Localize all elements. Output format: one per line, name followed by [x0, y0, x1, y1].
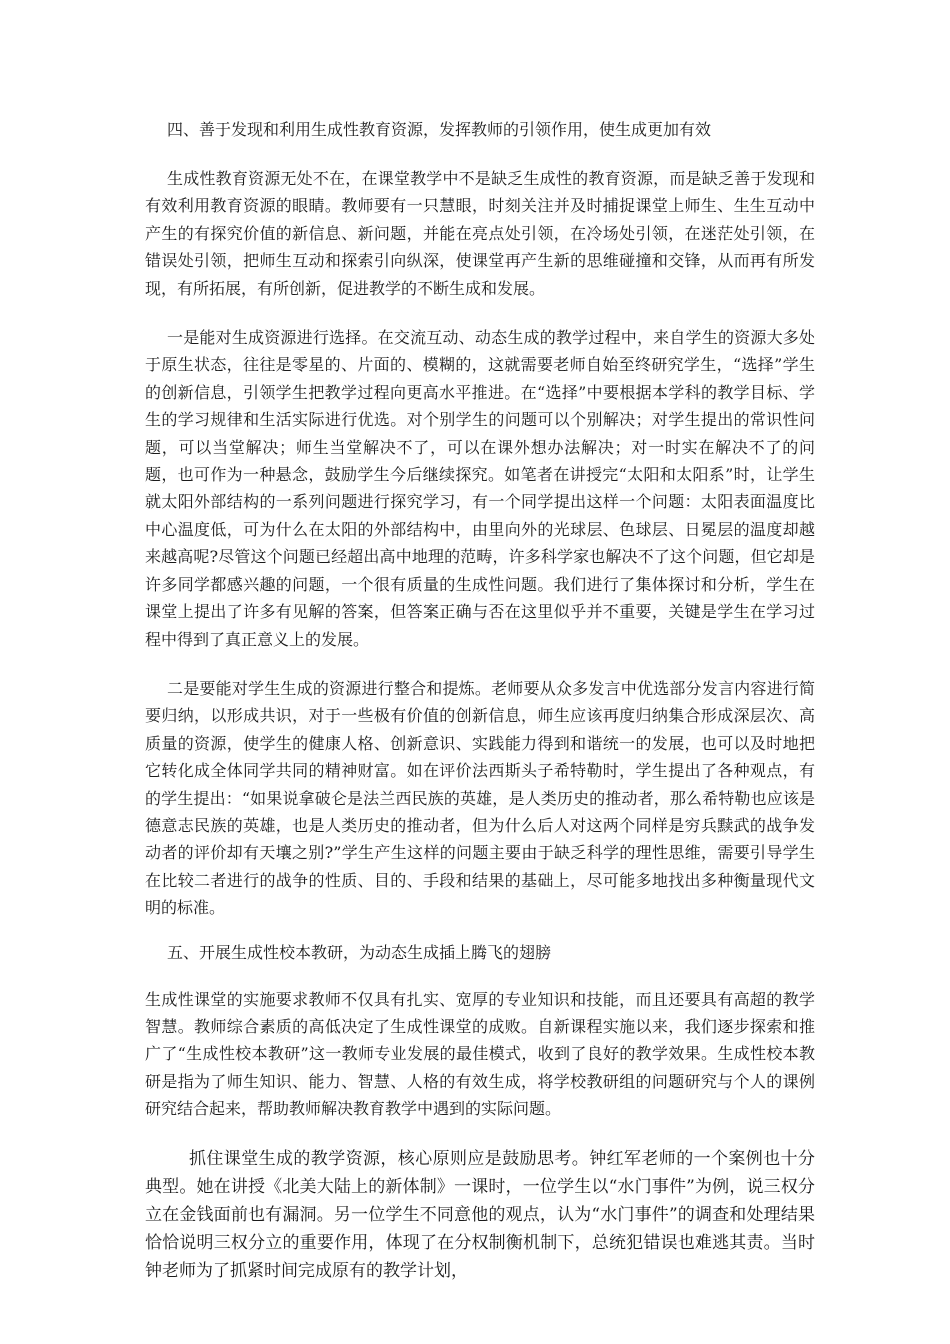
paragraph-case-study: 抓住课堂生成的教学资源，核心原则应是鼓励思考。钟红军老师的一个案例也十分典型。她在讲授《北美大陆上的新体制》一课时，一位学生以“水门事件”为例，说三权分立在金钱面前也有漏洞。另一位学生不同意他的观点，认为“水门事件”的调查和处理结果恰恰说明三权分立的重要作用，体现了在分权制衡机制下，总统犯错误也难逃其责。当时钟老师为了抓紧时间完成原有的教学计划，: [145, 1148, 815, 1281]
section-heading-5: 五、开展生成性校本教研，为动态生成插上腾飞的翅膀: [167, 942, 552, 962]
paragraph-select-resources: 一是能对生成资源进行选择。在交流互动、动态生成的教学过程中，来自学生的资源大多处于原生状态，往往是零星的、片面的、模糊的，这就需要老师自始至终研究学生，“选择”学生的创新信息，引领学生把教学过程向更高水平推进。在“选择”中要根据本学科的教学目标、学生的学习规律和生活实际进行优选。对个别学生的问题可以个别解决；对学生提出的常识性问题，可以当堂解决；师生当堂解决不了，可以在课外想办法解决；对一时实在解决不了的问题，也可作为一种悬念，鼓励学生今后继续探究。如笔者在讲授完“太阳和太阳系”时，让学生就太阳外部结构的一系列问题进行探究学习，有一个同学提出这样一个问题：太阳表面温度比中心温度低，可为什么在太阳的外部结构中，由里向外的光球层、色球层、日冕层的温度却越来越高呢?尽管这个问题已经超出高中地理的范畴，许多科学家也解决不了这个问题，但它却是许多同学都感兴趣的问题，一个很有质量的生成性问题。我们进行了集体探讨和分析，学生在课堂上提出了许多有见解的答案，但答案正确与否在这里似乎并不重要，关键是学生在学习过程中得到了真正意义上的发展。: [145, 328, 815, 649]
paragraph-school-research: 生成性课堂的实施要求教师不仅具有扎实、宽厚的专业知识和技能，而且还要具有高超的教学智慧。教师综合素质的高低决定了生成性课堂的成败。自新课程实施以来，我们逐步探索和推广了“生成性校本教研”这一教师专业发展的最佳模式，收到了良好的教学效果。生成性校本教研是指为了师生知识、能力、智慧、人格的有效生成，将学校教研组的问题研究与个人的课例研究结合起来，帮助教师解决教育教学中遇到的实际问题。: [145, 989, 815, 1119]
paragraph-resources-intro: 生成性教育资源无处不在，在课堂教学中不是缺乏生成性的教育资源，而是缺乏善于发现和有效利用教育资源的眼睛。教师要有一只慧眼，时刻关注并及时捕捉课堂上师生、生生互动中产生的有探究价值的新信息、新问题，并能在亮点处引领，在冷场处引领，在迷茫处引领，在错误处引领，把师生互动和探索引向纵深，使课堂再产生新的思维碰撞和交锋，从而再有所发现，有所拓展，有所创新，促进教学的不断生成和发展。: [145, 169, 815, 298]
paragraph-integrate-resources: 二是要能对学生生成的资源进行整合和提炼。老师要从众多发言中优选部分发言内容进行简要归纳，以形成共识，对于一些极有价值的创新信息，师生应该再度归纳集合形成深层次、高质量的资源，使学生的健康人格、创新意识、实践能力得到和谐统一的发展，也可以及时地把它转化成全体同学共同的精神财富。如在评价法西斯头子希特勒时，学生提出了各种观点，有的学生提出：“如果说拿破仑是法兰西民族的英雄，是人类历史的推动者，那么希特勒也应该是德意志民族的英雄，也是人类历史的推动者，但为什么后人对这两个同样是穷兵黩武的战争发动者的评价却有天壤之别?”学生产生这样的问题主要由于缺乏科学的理性思维，需要引导学生在比较二者进行的战争的性质、目的、手段和结果的基础上，尽可能多地找出多种衡量现代文明的标准。: [145, 678, 815, 918]
document-page: [145, 117, 815, 1285]
section-heading-4: 四、善于发现和利用生成性教育资源，发挥教师的引领作用，使生成更加有效: [167, 120, 712, 139]
